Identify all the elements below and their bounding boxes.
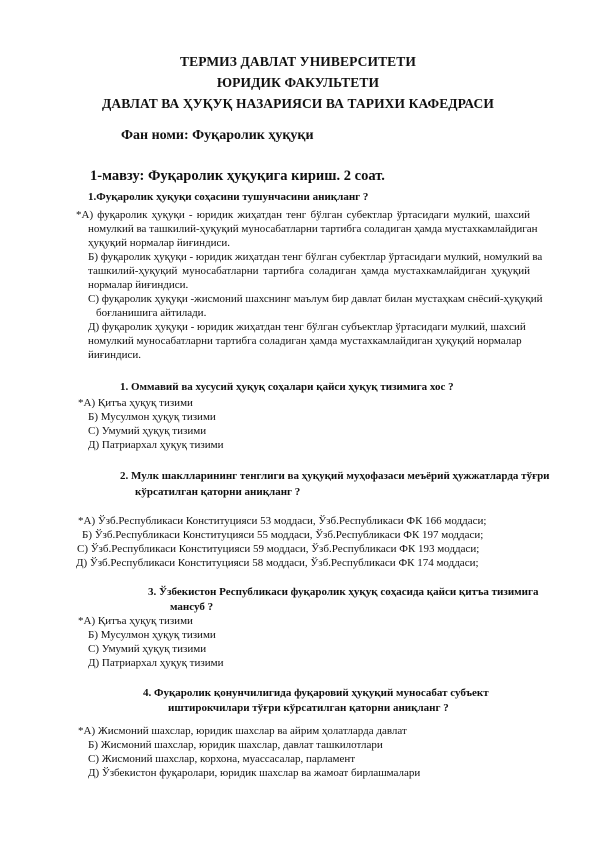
q5-option-d: Д) Ўзбекистон фуқаролари, юридик шахслар ва жамоат бирлашмалари [88, 767, 421, 779]
question-5-line1: 4. Фуқаролик қонунчилигида фуқаровий ҳуқуқий муносабат субъект [143, 687, 489, 699]
question-1: 1.Фуқаролик ҳуқуқи соҳасини тушунчасини аниқланг ? [88, 191, 369, 203]
question-4-line1: 3. Ўзбекистон Республикаси фуқаролик ҳуқуқ соҳасида қайси қитъа тизимига [148, 586, 539, 598]
faculty-title: ЮРИДИК ФАКУЛЬТЕТИ [216, 75, 380, 90]
q1-option-b-line2: ташкилий-ҳуқуқий муносабатларни тартибга соладиган ҳамда мустахкамлайдиган ҳуқуқий [88, 265, 530, 277]
q2-option-c: С) Умумий ҳуқуқ тизими [88, 425, 207, 437]
q3-option-a: *А) Ўзб.Республикаси Конституцияси 53 моддаси, Ўзб.Республикаси ФК 166 моддаси; [78, 515, 487, 527]
q5-option-c: С) Жисмоний шахслар, корхона, муассасалар, парламент [88, 753, 356, 765]
q4-option-a: *А) Қитъа ҳуқуқ тизими [78, 615, 193, 627]
question-4-line2: мансуб ? [170, 601, 214, 613]
question-3-line2: кўрсатилган қаторни аниқланг ? [135, 486, 301, 498]
subject-name: Фан номи: Фуқаролик ҳуқуқи [121, 128, 314, 143]
department-title: ДАВЛАТ ВА ҲУҚУҚ НАЗАРИЯСИ ВА ТАРИХИ КАФЕДРАСИ [102, 96, 494, 111]
q1-option-a-line3: ҳуқуқий нормалар йиғиндиси. [88, 237, 230, 249]
university-title: ТЕРМИЗ ДАВЛАТ УНИВЕРСИТЕТИ [180, 54, 416, 69]
q3-option-d: Д) Ўзб.Республикаси Конституцияси 58 моддаси, Ўзб.Республикаси ФК 174 моддаси; [76, 557, 479, 569]
question-2: 1. Оммавий ва хусусий ҳуқуқ соҳалари қайси ҳуқуқ тизимига хос ? [120, 381, 454, 393]
q2-option-d: Д) Патриархал ҳуқуқ тизими [88, 439, 224, 451]
q2-option-b: Б) Мусулмон ҳуқуқ тизими [88, 411, 216, 423]
q4-option-b: Б) Мусулмон ҳуқуқ тизими [88, 629, 216, 641]
q3-option-c: С) Ўзб.Республикаси Конституцияси 59 моддаси, Ўзб.Республикаси ФК 193 моддаси; [77, 543, 480, 555]
q1-option-a-line1: *А) фуқаролик ҳуқуқи - юридик жиҳатдан тенг бўлган субектлар ўртасидаги мулкий, шахсий [76, 209, 530, 221]
q1-option-b-line1: Б) фуқаролик ҳуқуқи - юридик жиҳатдан тенг бўлган субектлар ўртасидаги мулкий, номулкий ва [88, 251, 543, 263]
q1-option-c-line1: С) фуқаролик ҳуқуқи -жисмоний шахснинг маълум бир давлат билан мустаҳкам снёсий-ҳуқуқий [88, 293, 543, 305]
q1-option-c-line2: боғланишига айтилади. [96, 307, 207, 319]
q5-option-a: *А) Жисмоний шахслар, юридик шахслар ва айрим ҳолатларда давлат [78, 725, 407, 737]
q1-option-a-line2: номулкий ва ташкилий-ҳуқуқий муносабатларни тартибга соладиган ҳамда мустахкамлайдиган [88, 223, 538, 235]
q5-option-b: Б) Жисмоний шахслар, юридик шахслар, давлат ташкилотлари [88, 739, 383, 751]
topic-title: 1-мавзу: Фуқаролик ҳуқуқига кириш. 2 соат. [90, 168, 385, 184]
q1-option-b-line3: нормалар йиғиндиси. [88, 279, 189, 291]
q4-option-c: С) Умумий ҳуқуқ тизими [88, 643, 207, 655]
q1-option-d-line3: йиғиндиси. [88, 349, 142, 361]
q1-option-d-line1: Д) фуқаролик ҳуқуқи - юридик жиҳатдан тенг бўлган субъектлар ўртасидаги мулкий, шахсий [88, 321, 526, 333]
question-5-line2: иштирокчилари тўғри кўрсатилган қаторни аниқланг ? [168, 702, 449, 714]
q1-option-d-line2: номулкий муносабатларни тартибга соладиган ҳамда мустахкамлайдиган ҳуқуқий нормалар [88, 335, 522, 347]
q3-option-b: Б) Ўзб.Республикаси Конституцияси 55 моддаси, Ўзб.Республикаси ФК 197 моддаси; [82, 529, 484, 541]
q4-option-d: Д) Патриархал ҳуқуқ тизими [88, 657, 224, 669]
q2-option-a: *А) Қитъа ҳуқуқ тизими [78, 397, 193, 409]
question-3-line1: 2. Мулк шаклларининг тенглиги ва ҳуқуқий муҳофазаси меъёрий ҳужжатларда тўғри [120, 470, 550, 482]
